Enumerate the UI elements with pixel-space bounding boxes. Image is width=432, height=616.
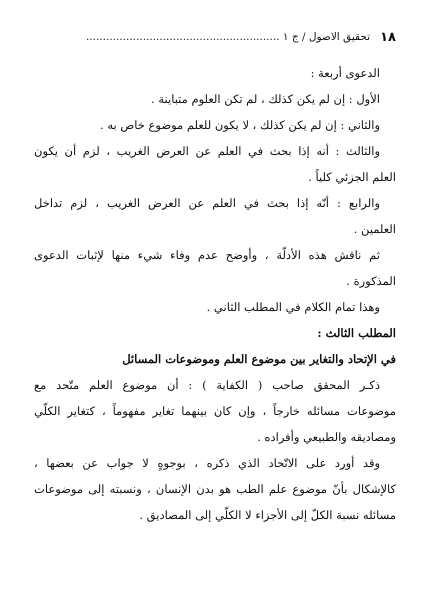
text-line: العلمين .: [353, 222, 396, 236]
text-line: العلم الجزئي كلياً .: [308, 170, 396, 184]
text-line: وهذا تمام الكلام في المطلب الثاني .: [206, 300, 380, 314]
text-line: مسائله نسبة الكلّ إلى الأجزاء لا الكلّي إلى المصاديق .: [139, 508, 396, 522]
text-line: الأول : إن لم يكن كذلك ، لم تكن العلوم متباينة .: [151, 92, 380, 106]
text-line: كالإشكال بأنّ موضوع علم الطب هو بدن الإنسان ، ونسبته إلى موضوعات: [34, 482, 396, 496]
text-line: والثالث : أنه إذا بحث في العلم عن العرض الغريب ، لزم أن يكون: [34, 144, 380, 158]
section-subheading: في الإتحاد والتغاير بين موضوع العلم وموضوعات المسائل: [122, 352, 396, 366]
text-line: والثاني : إن لم يكن كذلك ، لا يكون للعلم موضوع خاص به .: [100, 118, 380, 132]
page-number: ١٨: [380, 30, 396, 45]
page-header: [34, 30, 396, 50]
text-line: وقد أورد على الاتّحاد الذي ذكره ، بوجوهٍ لا جواب عن بعضها ،: [34, 456, 380, 470]
section-heading: المطلب الثالث :: [317, 326, 396, 340]
text-line: موضوعات مسائله خارجاً ، وإن كان بينهما تغاير مفهوماً ، كتغاير الكلّي: [34, 404, 396, 418]
text-line: ثم ناقش هذه الأدلّة ، وأوضح عدم وفاء شيء منها لإثبات الدعوى: [34, 248, 380, 262]
text-line: ذكـر المحقق صاحب ( الكفاية ) : أن موضوع العلم متّحد مع: [34, 378, 380, 392]
running-title: تحقيق الاصول / ج ١ ..........................................................: [85, 31, 370, 43]
text-line: الدعوى أربعة :: [310, 66, 380, 80]
text-line: ومصاديقه والطبيعي وأفراده .: [257, 430, 396, 444]
text-line: المذكورة .: [346, 274, 396, 288]
main-text: [34, 60, 396, 528]
text-line: والرابع : أنّه إذا بحث في العلم عن العرض الغريب ، لزم تداخل: [34, 196, 380, 210]
